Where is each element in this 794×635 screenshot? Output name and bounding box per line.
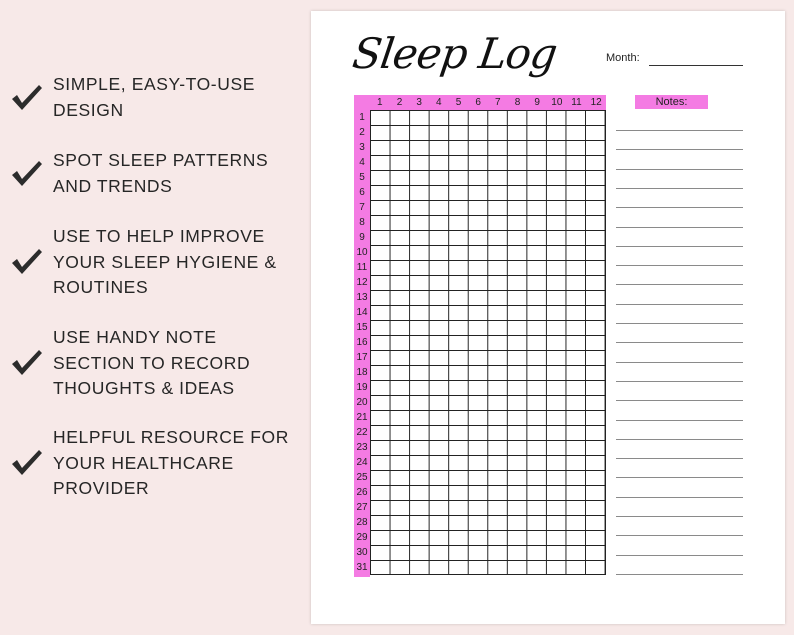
notes-line [616,497,743,498]
notes-line [616,227,743,228]
notes-line [616,323,743,324]
feature-text-line: ROUTINES [53,277,149,297]
checkmark-icon [10,82,44,112]
grid-column-number: 3 [416,97,422,108]
grid-row-number: 10 [356,247,368,258]
notes-line [616,477,743,478]
grid-row-number: 9 [359,232,365,243]
feature-text-line: PROVIDER [53,478,150,498]
feature-text [53,148,308,199]
grid-row-number: 12 [356,277,368,288]
checkmark-icon [10,158,44,188]
grid-row-number: 5 [359,172,365,183]
grid-row-number: 23 [356,442,368,453]
feature-text-line: SIMPLE, EASY-TO-USE [53,74,256,94]
grid-row-number: 29 [356,532,368,543]
feature-text-line: HELPFUL RESOURCE FOR [53,427,289,447]
feature-text [53,224,308,301]
grid-row-number: 19 [356,382,368,393]
notes-line [616,458,743,459]
grid-row-number: 16 [356,337,368,348]
feature-text-line: USE HANDY NOTE [53,327,217,347]
notes-line [616,169,743,170]
notes-line [616,265,743,266]
feature-text-line: AND TRENDS [53,175,173,196]
feature-text [53,325,308,402]
notes-line [616,400,743,401]
sheet-title: Sleep Log [349,29,560,78]
feature-text-line: THOUGHTS & IDEAS [53,378,235,398]
checkmark-icon [10,347,44,377]
grid-row-number: 4 [359,157,365,168]
grid-row-number: 6 [359,187,365,198]
grid-column-number: 8 [514,97,521,108]
grid-column-number: 11 [571,97,582,108]
feature-list [0,0,310,635]
checkmark-icon [10,447,44,477]
month-label: Month: [606,52,640,64]
grid-row-number: 25 [356,472,368,483]
grid-row-number: 21 [356,412,368,423]
grid-column-number: 12 [590,97,602,108]
grid-column-number: 2 [396,97,403,108]
notes-label: Notes: [635,95,708,109]
grid-row-number: 1 [359,112,365,123]
feature-text-line: SECTION TO RECORD [53,352,251,373]
feature-text-line: DESIGN [53,99,124,120]
grid-column-number: 9 [534,97,540,108]
month-field-line [649,65,743,66]
notes-line [616,284,743,285]
feature-text [53,425,308,502]
feature-text-line: SPOT SLEEP PATTERNS [53,150,269,170]
grid-row-number: 2 [359,127,365,138]
notes-line [616,188,743,189]
grid-column-number: 10 [551,97,563,108]
grid-column-number: 7 [495,97,501,108]
grid-row-number: 3 [359,142,365,153]
grid-row-number: 13 [356,292,368,303]
notes-line [616,516,743,517]
sleep-grid [354,95,606,577]
grid-row-number: 18 [356,367,368,378]
notes-lines [616,113,743,593]
feature-text-line: YOUR SLEEP HYGIENE & [53,251,277,272]
notes-line [616,555,743,556]
grid-row-number: 15 [356,322,368,333]
grid-column-number: 4 [436,97,442,108]
grid-row-number: 31 [356,562,368,573]
grid-column-number: 6 [475,97,481,108]
notes-line [616,304,743,305]
grid-column-number: 1 [377,97,383,108]
checkmark-icon [10,246,44,276]
grid-row-number: 22 [356,427,368,438]
grid-row-number: 30 [356,547,368,558]
feature-text [53,72,308,123]
notes-line [616,149,743,150]
grid-row-number: 27 [356,502,368,513]
feature-text-line: YOUR HEALTHCARE [53,452,234,473]
notes-line [616,439,743,440]
notes-line [616,535,743,536]
notes-line [616,362,743,363]
notes-line [616,574,743,575]
grid-row-number: 24 [356,457,368,468]
grid-row-number: 26 [356,487,368,498]
grid-row-number: 7 [359,202,365,213]
notes-line [616,207,743,208]
feature-text-line: USE TO HELP IMPROVE [53,226,265,246]
sleep-log-sheet [311,11,785,624]
grid-row-number: 14 [356,307,368,318]
grid-column-number: 5 [455,97,462,108]
notes-line [616,381,743,382]
notes-line [616,246,743,247]
notes-line [616,342,743,343]
notes-line [616,130,743,131]
grid-cells [370,110,606,575]
grid-row-number: 17 [356,352,368,363]
grid-row-number: 8 [359,217,365,228]
grid-row-number: 28 [356,517,368,528]
grid-row-number: 11 [356,262,368,273]
notes-line [616,420,743,421]
grid-row-number: 20 [356,397,368,408]
